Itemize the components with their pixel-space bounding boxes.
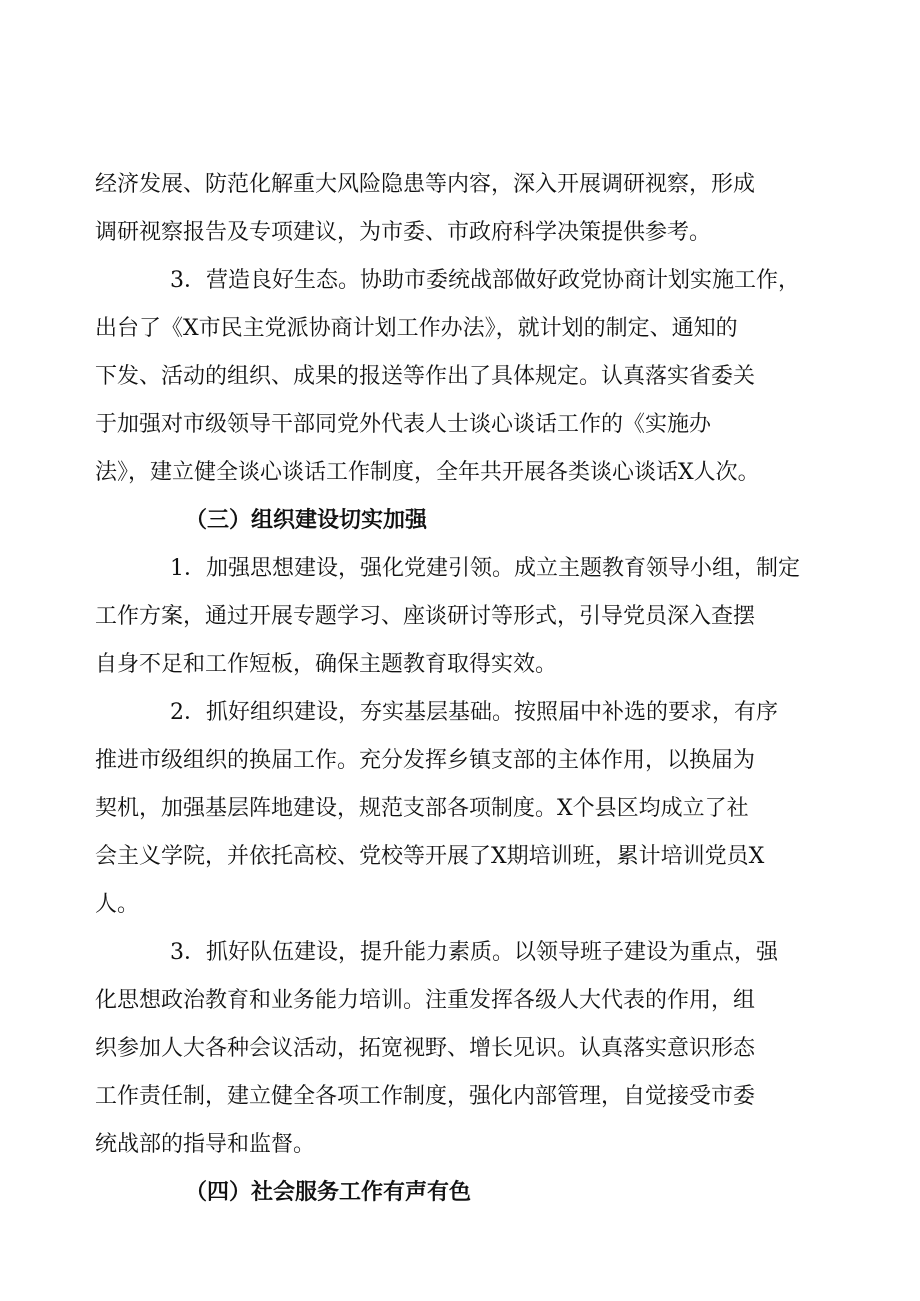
text-line: 推进市级组织的换届工作。充分发挥乡镇支部的主体作用，以换届为	[95, 748, 756, 773]
text-line: 2．抓好组织建设，夯实基层基础。按照届中补选的要求，有序	[170, 700, 778, 725]
text-line: 3．营造良好生态。协助市委统战部做好政党协商计划实施工作，	[170, 268, 800, 293]
text-line: 调研视察报告及专项建议，为市委、市政府科学决策提供参考。	[95, 220, 712, 245]
text-line: 契机，加强基层阵地建设，规范支部各项制度。X个县区均成立了社	[95, 796, 749, 821]
text-line: 化思想政治教育和业务能力培训。注重发挥各级人大代表的作用，组	[95, 988, 756, 1013]
text-line: 工作责任制，建立健全各项工作制度，强化内部管理，自觉接受市委	[95, 1084, 756, 1109]
text-line: 会主义学院，并依托高校、党校等开展了X期培训班，累计培训党员X	[95, 844, 765, 869]
text-line: 出台了《X市民主党派协商计划工作办法》，就计划的制定、通知的	[95, 316, 738, 341]
text-line: 经济发展、防范化解重大风险隐患等内容，深入开展调研视察，形成	[95, 172, 756, 197]
text-line: 1．加强思想建设，强化党建引领。成立主题教育领导小组，制定	[170, 556, 800, 581]
text-line: 织参加人大各种会议活动，拓宽视野、增长见识。认真落实意识形态	[95, 1036, 756, 1061]
text-line: 统战部的指导和监督。	[95, 1132, 316, 1157]
text-line: 法》，建立健全谈心谈话工作制度，全年共开展各类谈心谈话X人次。	[95, 460, 760, 485]
section-heading: （四）社会服务工作有声有色	[185, 1180, 472, 1205]
section-heading: （三）组织建设切实加强	[185, 508, 428, 533]
text-line: 工作方案，通过开展专题学习、座谈研讨等形式，引导党员深入查摆	[95, 604, 756, 629]
text-line: 自身不足和工作短板，确保主题教育取得实效。	[95, 652, 558, 677]
text-line: 下发、活动的组织、成果的报送等作出了具体规定。认真落实省委关	[95, 364, 756, 389]
text-line: 3．抓好队伍建设，提升能力素质。以领导班子建设为重点，强	[170, 940, 778, 965]
text-line: 人。	[95, 892, 140, 917]
text-line: 于加强对市级领导干部同党外代表人士谈心谈话工作的《实施办	[95, 412, 712, 437]
